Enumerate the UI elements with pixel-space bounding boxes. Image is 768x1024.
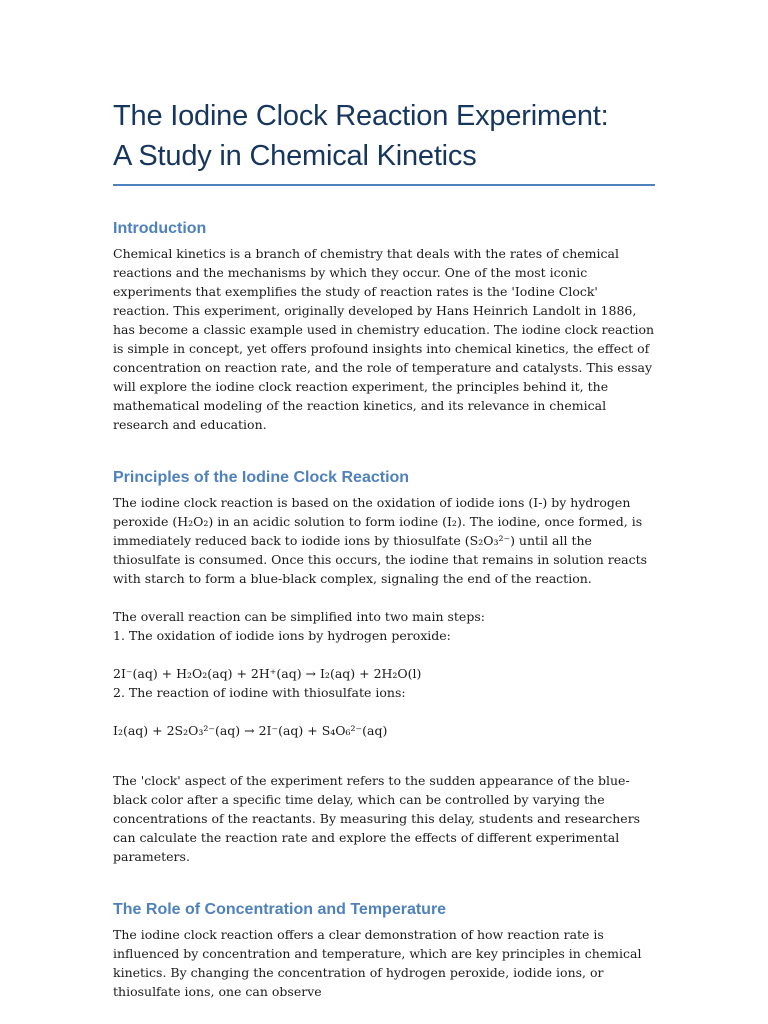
title-line-1: The Iodine Clock Reaction Experiment: [113, 100, 609, 132]
concentration-heading: The Role of Concentration and Temperature [113, 901, 447, 918]
section-concentration-temperature [113, 899, 655, 1001]
principles-paragraph-2: The 'clock' aspect of the experiment refers to the sudden appearance of the blue-black color after a specific time delay, which can be controlled by varying the concentrations of the reactants. By measuring this delay, students and researchers can calculate the reaction rate and explore the effects of different experimental parameters. [113, 773, 641, 864]
document-page [113, 96, 655, 1001]
document-title [113, 96, 655, 176]
equation-1: 2I⁻(aq) + H₂O₂(aq) + 2H⁺(aq) → I₂(aq) + 2H₂O(l) [113, 666, 422, 681]
step-1-text: 1. The oxidation of iodide ions by hydrogen peroxide: [113, 628, 451, 643]
introduction-heading: Introduction [113, 220, 207, 237]
section-principles [113, 467, 655, 866]
principles-heading: Principles of the Iodine Clock Reaction [113, 469, 410, 486]
equation-2: I₂(aq) + 2S₂O₃²⁻(aq) → 2I⁻(aq) + S₄O₆²⁻(aq) [113, 723, 388, 738]
principles-paragraph-1: The iodine clock reaction is based on the oxidation of iodide ions (I-) by hydrogen peroxide (H₂O₂) in an acidic solution to form iodine (I₂). The iodine, once formed, is immediately reduced back to iodide ions by thiosulfate (S₂O₃²⁻) until all the thiosulfate is consumed. Once this occurs, the iodine that remains in solution reacts with starch to form a blue-black complex, signaling the end of the reaction. [113, 495, 648, 586]
introduction-paragraph: Chemical kinetics is a branch of chemistry that deals with the rates of chemical reactions and the mechanisms by which they occur. One of the most iconic experiments that exemplifies the study of reaction rates is the 'Iodine Clock' reaction. This experiment, originally developed by Hans Heinrich Landolt in 1886, has become a classic example used in chemistry education. The iodine clock reaction is simple in concept, yet offers profound insights into chemical kinetics, the effect of concentration on reaction rate, and the role of temperature and catalysts. This essay will explore the iodine clock reaction experiment, the principles behind it, the mathematical modeling of the reaction kinetics, and its relevance in chemical research and education. [113, 246, 655, 432]
title-line-2: A Study in Chemical Kinetics [113, 140, 477, 172]
title-divider [113, 184, 655, 186]
concentration-paragraph: The iodine clock reaction offers a clear demonstration of how reaction rate is influenced by concentration and temperature, which are key principles in chemical kinetics. By changing the concentration of hydrogen peroxide, iodide ions, or thiosulfate ions, one can observe [113, 927, 642, 999]
step-2-text: 2. The reaction of iodine with thiosulfate ions: [113, 685, 406, 700]
section-introduction [113, 218, 655, 434]
steps-intro: The overall reaction can be simplified into two main steps: [113, 609, 485, 624]
